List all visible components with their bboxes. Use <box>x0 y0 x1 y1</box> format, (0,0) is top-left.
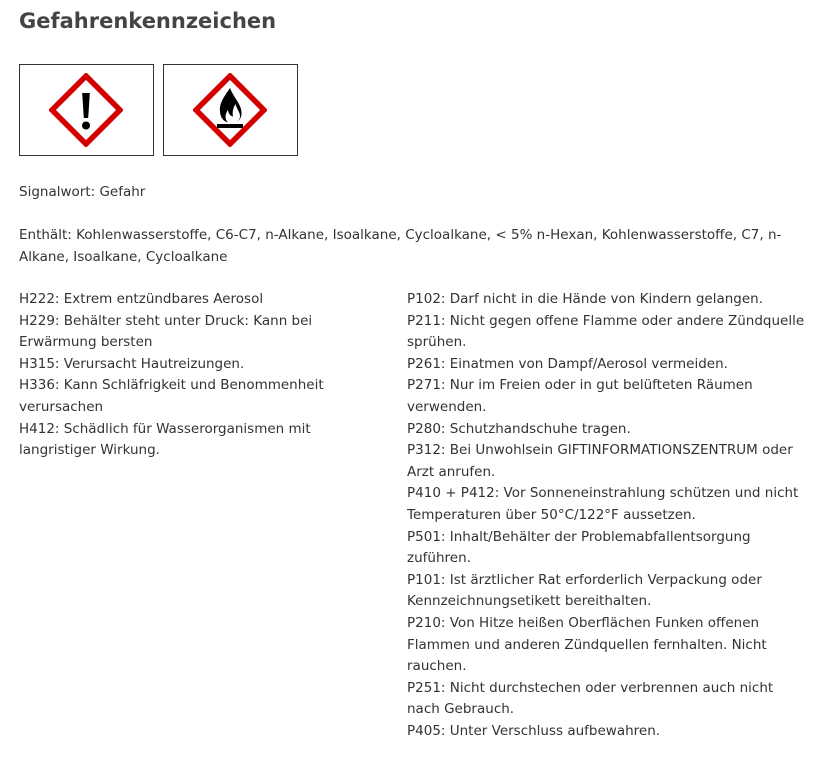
hazard-statement: H315: Verursacht Hautreizungen. <box>19 355 245 372</box>
precautionary-statement: P251: Nicht durchstechen oder verbrennen auch nicht nach Gebrauch. <box>407 679 774 718</box>
precautionary-statement: P501: Inhalt/Behälter der Problemabfallentsorgung zuführen. <box>407 528 751 567</box>
precautionary-statement: P280: Schutzhandschuhe tragen. <box>407 420 631 437</box>
precautionary-statement: P410 + P412: Vor Sonneneinstrahlung schützen und nicht Temperaturen über 50°C/122°F aussetzen. <box>407 485 799 523</box>
hazard-statements-list <box>19 289 359 462</box>
contains-statement: Enthält: Kohlenwasserstoffe, C6-C7, n-Alkane, Isoalkane, Cycloalkane, < 5% n-Hexan, Kohlenwasserstoffe, C7, n-Alkane, Isoalkane, Cycloalkane <box>19 227 782 265</box>
precautionary-statement: P271: Nur im Freien oder in gut belüfteten Räumen verwenden. <box>407 377 753 415</box>
precautionary-statement: P405: Unter Verschluss aufbewahren. <box>407 722 661 739</box>
precautionary-statement: P101: Ist ärztlicher Rat erforderlich Verpackung oder Kennzeichnungsetikett bereithalten. <box>407 571 762 610</box>
precautionary-statement: P210: Von Hitze heißen Oberflächen Funken offenen Flammen und anderen Zündquellen fernhalten. Nicht rauchen. <box>407 614 767 675</box>
precautionary-statement: P261: Einatmen von Dampf/Aerosol vermeiden. <box>407 355 728 372</box>
hazard-statement: H336: Kann Schläfrigkeit und Benommenheit verursachen <box>19 377 324 415</box>
precautionary-statement: P211: Nicht gegen offene Flamme oder andere Zündquelle sprühen. <box>407 312 805 351</box>
precautionary-statement: P102: Darf nicht in die Hände von Kindern gelangen. <box>407 291 764 307</box>
signal-word: Signalwort: Gefahr <box>19 184 146 200</box>
hazard-statement: H222: Extrem entzündbares Aerosol <box>19 291 264 307</box>
hazard-statement: H412: Schädlich für Wasserorganismen mit langristiger Wirkung. <box>19 420 311 459</box>
exclamation-mark-pictogram <box>19 64 154 156</box>
hazard-statement: H229: Behälter steht unter Druck: Kann bei Erwärmung bersten <box>19 312 313 351</box>
precautionary-statement: P312: Bei Unwohlsein GIFTINFORMATIONSZENTRUM oder Arzt anrufen. <box>407 442 793 480</box>
exclamation-mark-icon <box>49 73 123 147</box>
flame-pictogram <box>163 64 298 156</box>
precautionary-statements-list <box>407 289 807 742</box>
page-title: Gefahrenkennzeichen <box>19 9 277 33</box>
flame-icon <box>193 73 267 147</box>
